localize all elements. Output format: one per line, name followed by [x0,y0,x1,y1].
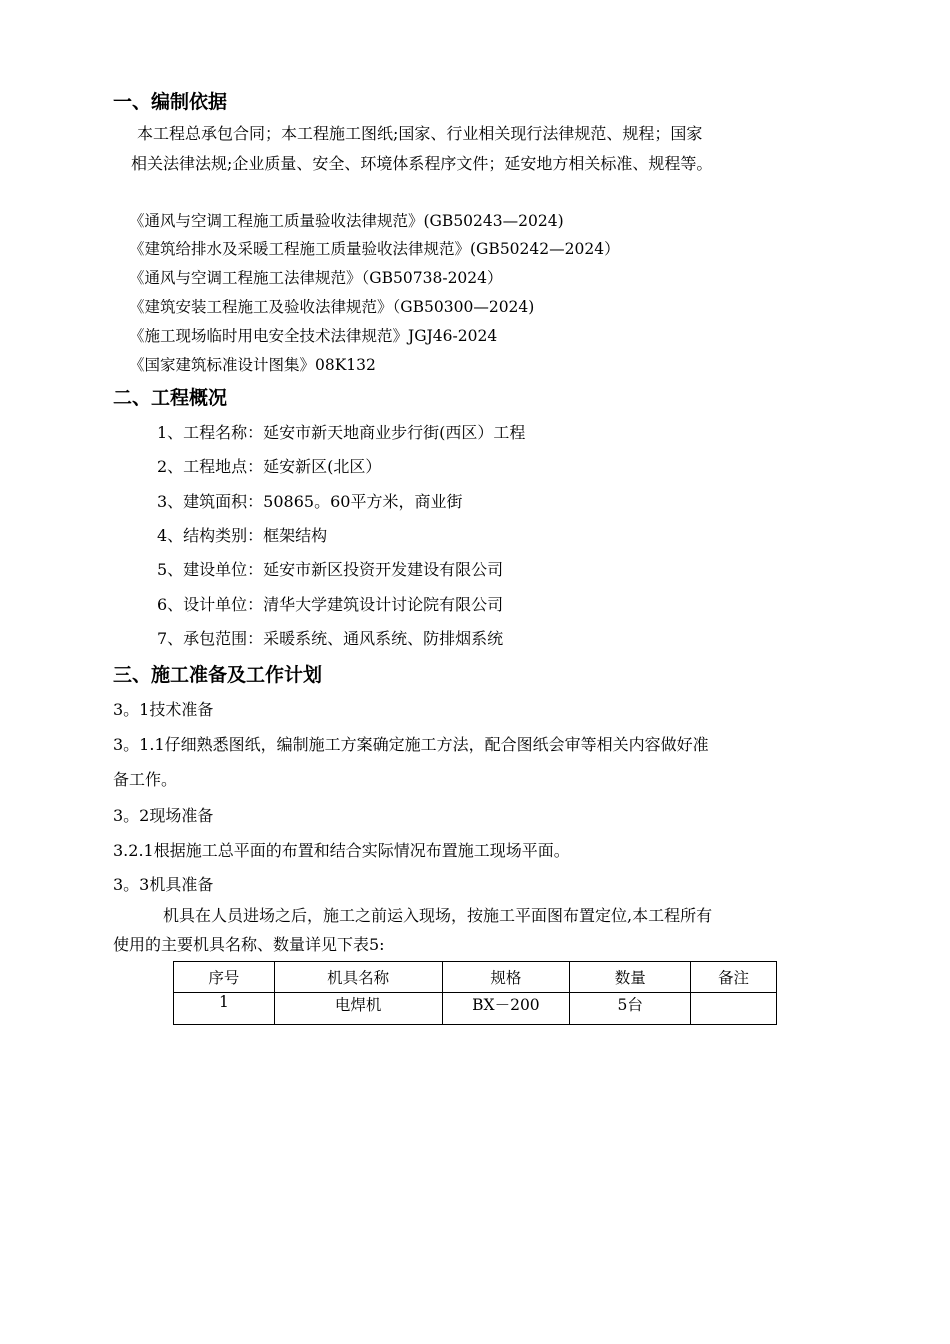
overview-item: 7、承包范围：采暖系统、通风系统、防排烟系统 [157,629,504,648]
paragraph-3-1-1-line-2: 备工作。 [113,770,178,789]
section-1-intro-line-1: 本工程总承包合同；本工程施工图纸;国家、行业相关现行法律规范、规程；国家 [137,124,703,143]
cell-spec: BX－200 [442,993,570,1025]
table-row [174,993,777,1025]
subsection-3-3: 3。3机具准备 [113,875,214,894]
reference-item: 《施工现场临时用电安全技术法律规范》JGJ46-2024 [129,327,498,345]
cell-quantity: 5台 [570,993,691,1025]
cell-remarks [691,993,777,1025]
overview-item: 4、结构类别：框架结构 [157,526,328,545]
section-1-heading: 一、编制依据 [113,91,228,113]
cell-index: 1 [174,993,275,1025]
table-header-row [174,962,777,993]
paragraph-3-1-1-line-1: 3。1.1仔细熟悉图纸，编制施工方案确定施工方法，配合图纸会审等相关内容做好准 [113,735,709,754]
header-cell-name: 机具名称 [274,962,442,993]
cell-name: 电焊机 [274,993,442,1025]
overview-item: 5、建设单位：延安市新区投资开发建设有限公司 [157,560,504,579]
reference-item: 《国家建筑标准设计图集》08K132 [129,356,376,374]
reference-item: 《通风与空调工程施工质量验收法律规范》(GB50243—2024) [129,212,564,230]
reference-item: 《通风与空调工程施工法律规范》（GB50738-2024） [129,269,503,287]
section-2-heading: 二、工程概况 [113,387,228,409]
paragraph-3-3-line-1: 机具在人员进场之后，施工之前运入现场，按施工平面图布置定位,本工程所有 [163,906,713,925]
header-cell-remarks: 备注 [691,962,777,993]
overview-item: 6、设计单位：清华大学建筑设计讨论院有限公司 [157,595,504,614]
paragraph-3-3-line-2: 使用的主要机具名称、数量详见下表5: [113,935,385,954]
subsection-3-2: 3。2现场准备 [113,806,214,825]
overview-item: 3、建筑面积：50865。60平方米，商业街 [157,492,463,511]
reference-item: 《建筑给排水及采暖工程施工质量验收法律规范》(GB50242—2024） [129,240,620,258]
paragraph-3-2-1: 3.2.1根据施工总平面的布置和结合实际情况布置施工现场平面。 [113,841,570,860]
overview-item: 2、工程地点：延安新区(北区） [157,457,382,476]
header-cell-quantity: 数量 [570,962,691,993]
header-cell-index: 序号 [174,962,275,993]
reference-item: 《建筑安装工程施工及验收法律规范》（GB50300—2024) [129,298,535,316]
header-cell-spec: 规格 [442,962,570,993]
section-1-intro-line-2: 相关法律法规;企业质量、安全、环境体系程序文件；延安地方相关标准、规程等。 [131,154,713,173]
equipment-table [173,961,777,1025]
section-3-heading: 三、施工准备及工作计划 [113,664,323,686]
subsection-3-1: 3。1技术准备 [113,700,214,719]
overview-item: 1、工程名称：延安市新天地商业步行街(西区）工程 [157,423,526,442]
